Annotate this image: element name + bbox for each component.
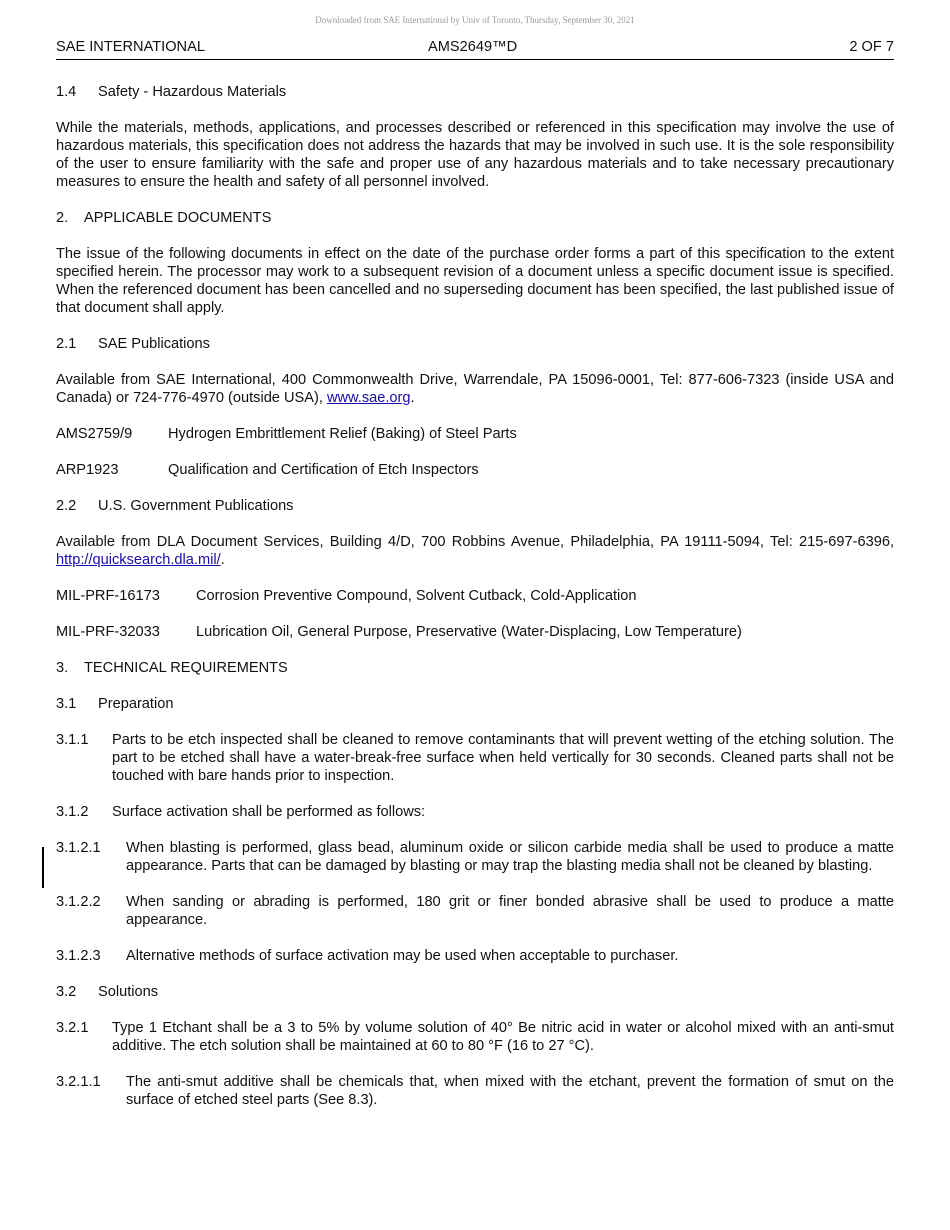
reference-title: Lubrication Oil, General Purpose, Preservative (Water-Displacing, Low Temperature) [196, 624, 742, 640]
page-header [56, 39, 894, 60]
section-heading-2-1: 2.1 SAE Publications [56, 336, 210, 352]
section-paragraph-2-2: Available from DLA Document Services, Building 4/D, 700 Robbins Avenue, Philadelphia, PA 19111-5094, Tel: 215-697-6396, http://quicksearch.dla.mil/. [56, 534, 894, 568]
clause-3-1-2-3: 3.1.2.3 Alternative methods of surface activation may be used when acceptable to purchaser. [56, 948, 679, 964]
clause-3-1-2-2: 3.1.2.2 When sanding or abrading is performed, 180 grit or finer bonded abrasive shall be used to produce a matte appearance. [56, 894, 894, 928]
reference-title: Corrosion Preventive Compound, Solvent Cutback, Cold-Application [196, 588, 637, 604]
reference-code: MIL-PRF-16173 [56, 588, 160, 604]
header-org: SAE INTERNATIONAL [56, 39, 205, 55]
reference-code: ARP1923 [56, 462, 119, 478]
section-paragraph-2-1: Available from SAE International, 400 Commonwealth Drive, Warrendale, PA 15096-0001, Tel: 877-606-7323 (inside USA and Canada) or 724-776-4970 (outside USA), www.sae.org. [56, 372, 894, 406]
reference-code: AMS2759/9 [56, 426, 133, 442]
header-page-number: 2 OF 7 [849, 39, 894, 55]
reference-title: Qualification and Certification of Etch Inspectors [168, 462, 479, 478]
clause-3-1-2-1: 3.1.2.1 When blasting is performed, glass bead, aluminum oxide or silicon carbide media shall be used to produce a matte appearance. Parts that can be damaged by blasting or may trap the blasting media shall not be cleaned by blasting. [56, 840, 894, 874]
clause-3-1-2: 3.1.2 Surface activation shall be performed as follows: [56, 804, 426, 820]
section-heading-3-1: 3.1 Preparation [56, 696, 174, 712]
section-paragraph-1-4: While the materials, methods, applications, and processes described or referenced in this specification may involve the use of hazardous materials, this specification does not address the hazards that may be involved in such use. It is the sole responsibility of the user to ensure familiarity with the safe and proper use of any hazardous materials and to take necessary precautionary measures to ensure the health and safety of all personnel involved. [56, 120, 894, 190]
reference-item [56, 461, 894, 479]
dla-quicksearch-link[interactable]: http://quicksearch.dla.mil/ [56, 552, 221, 568]
section-heading-2-2: 2.2 U.S. Government Publications [56, 498, 294, 514]
section-heading-1-4: 1.4 Safety - Hazardous Materials [56, 84, 287, 100]
clause-3-2-1-1: 3.2.1.1 The anti-smut additive shall be chemicals that, when mixed with the etchant, prevent the formation of smut on the surface of etched steel parts (See 8.3). [56, 1074, 894, 1108]
reference-code: MIL-PRF-32033 [56, 624, 160, 640]
clause-3-1-1: 3.1.1 Parts to be etch inspected shall be cleaned to remove contaminants that will prevent wetting of the etching solution. The part to be etched shall have a water-break-free surface when held vertically for 30 seconds. Cleaned parts shall not be touched with bare hands prior to inspection. [56, 732, 894, 784]
download-watermark: Downloaded from SAE International by Univ of Toronto, Thursday, September 30, 2021 [315, 15, 635, 25]
reference-item [56, 623, 894, 641]
document-body [56, 83, 894, 1109]
revision-change-bar [42, 847, 44, 888]
section-heading-2: 2. APPLICABLE DOCUMENTS [56, 210, 272, 226]
section-heading-3-2: 3.2 Solutions [56, 984, 159, 1000]
section-paragraph-2: The issue of the following documents in effect on the date of the purchase order forms a part of this specification to the extent specified herein. The processor may work to a subsequent revision of a document unless a specific document issue is specified. When the referenced document has been cancelled and no superseding document has been specified, the last published issue of that document shall apply. [56, 246, 894, 316]
reference-title: Hydrogen Embrittlement Relief (Baking) of Steel Parts [168, 426, 517, 442]
header-doc-id: AMS2649™D [428, 39, 518, 55]
clause-3-2-1: 3.2.1 Type 1 Etchant shall be a 3 to 5% by volume solution of 40° Be nitric acid in water or alcohol mixed with an anti-smut additive. The etch solution shall be maintained at 60 to 80 °F (16 to 27 °C). [56, 1020, 894, 1054]
reference-item [56, 587, 894, 605]
reference-item [56, 425, 894, 443]
sae-website-link[interactable]: www.sae.org [326, 390, 411, 406]
section-heading-3: 3. TECHNICAL REQUIREMENTS [56, 660, 288, 676]
